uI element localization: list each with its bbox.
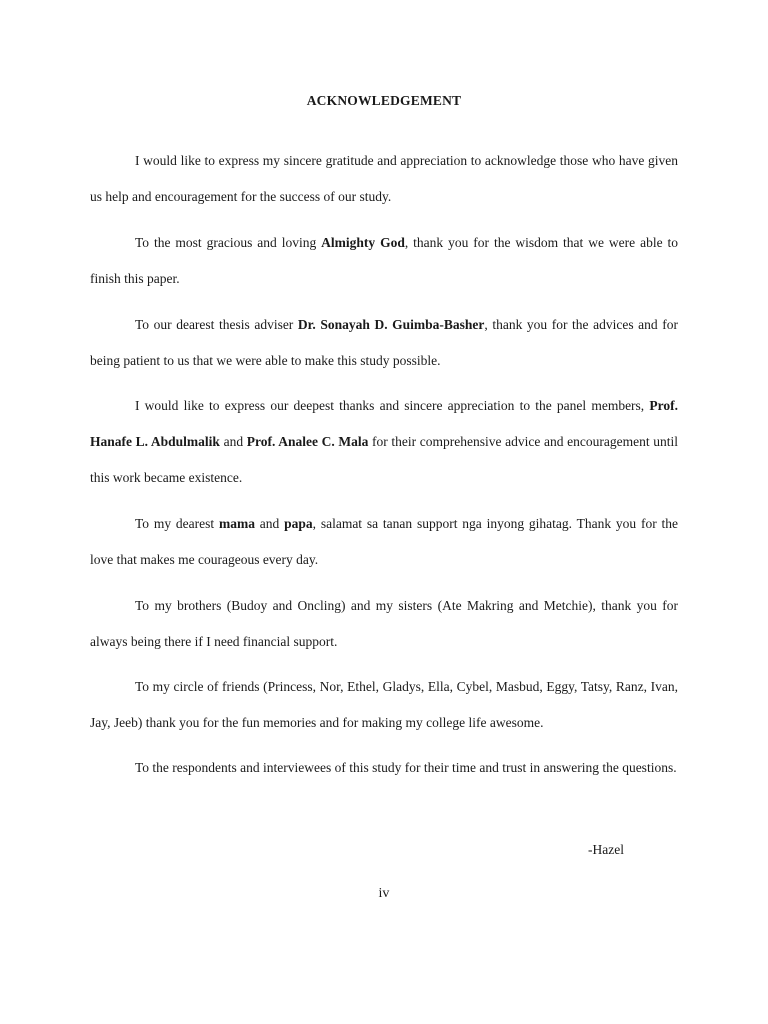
bold-name: Prof. Analee C. Mala	[246, 434, 369, 449]
paragraph-text: To the most gracious and loving	[135, 235, 322, 250]
paragraph-text: , thank you for the advices and for being patient to us that we were able to make this study possible.	[90, 317, 678, 368]
paragraph-text: To my dearest	[135, 516, 219, 531]
bold-name: Dr. Sonayah D. Guimba-Basher	[297, 317, 485, 332]
bold-name: Almighty God	[321, 235, 405, 250]
paragraph-text: and	[254, 516, 285, 531]
signature: -Hazel	[588, 842, 624, 857]
bold-name: papa	[284, 516, 313, 531]
paragraph-parents	[90, 506, 678, 578]
paragraph-respondents	[90, 750, 678, 786]
paragraph-almighty-god	[90, 225, 678, 297]
page-title: ACKNOWLEDGEMENT	[306, 93, 462, 108]
paragraph-text: To the respondents and interviewees of this study for their time and trust in answering the questions.	[135, 760, 677, 775]
paragraph-text: I would like to express my sincere gratitude and appreciation to acknowledge those who have given us help and encouragement for the success of our study.	[90, 153, 678, 204]
paragraph-text: I would like to express our deepest thanks and sincere appreciation to the panel members,	[135, 398, 650, 413]
bold-name: mama	[218, 516, 255, 531]
page-number: iv	[378, 886, 390, 901]
paragraph-text: for their comprehensive advice and encouragement until this work became existence.	[90, 434, 678, 485]
bold-name: Prof. Hanafe L. Abdulmalik	[90, 398, 678, 449]
paragraph-text: , salamat sa tanan support nga inyong gihatag. Thank you for the love that makes me courageous every day.	[90, 516, 679, 567]
paragraph-thesis-adviser	[90, 307, 678, 379]
paragraph-panel-members	[90, 388, 678, 496]
paragraph-siblings	[90, 588, 678, 660]
paragraph-text: To our dearest thesis adviser	[135, 317, 298, 332]
paragraph-friends	[90, 669, 678, 741]
paragraph-text: To my brothers (Budoy and Oncling) and my sisters (Ate Makring and Metchie), thank you for always being there if I need financial support.	[90, 598, 678, 649]
paragraph-text: and	[219, 434, 247, 449]
paragraph-gratitude	[90, 143, 678, 215]
paragraph-text: , thank you for the wisdom that we were able to finish this paper.	[90, 235, 678, 286]
paragraph-text: To my circle of friends (Princess, Nor, Ethel, Gladys, Ella, Cybel, Masbud, Eggy, Tatsy, Ranz, Ivan, Jay, Jeeb) thank you for the fun memories and for making my college life awesome.	[90, 679, 678, 730]
